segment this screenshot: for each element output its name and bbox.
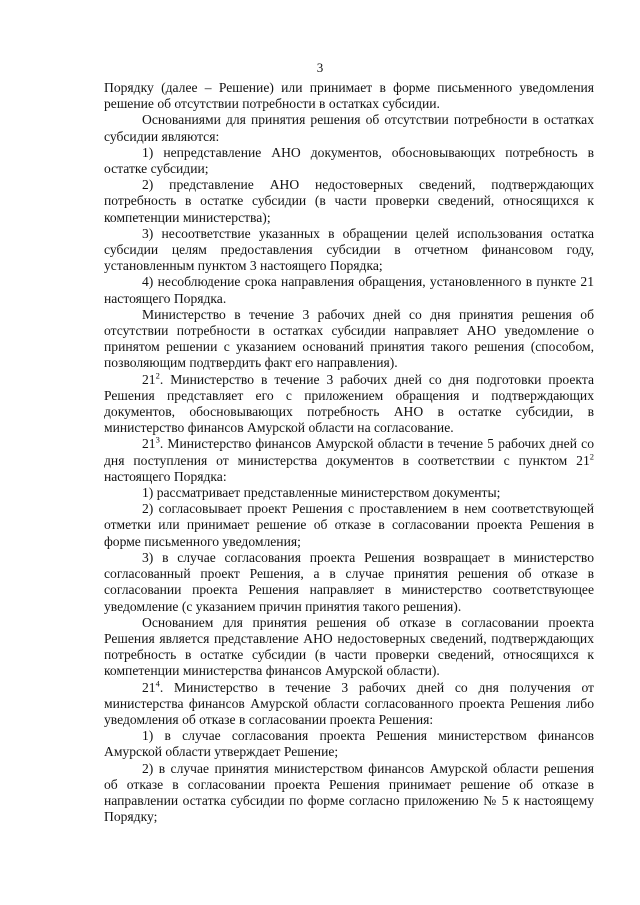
clause-superscript: 2 bbox=[155, 370, 160, 381]
list-item-3 bbox=[104, 226, 594, 275]
paragraph-text: 2) согласовывает проект Решения с проставлением в нем соответствующей отметки или принимает решение об отказе в согласовании проекта Решения в форме письменного уведомления; bbox=[104, 501, 594, 549]
list-item-1 bbox=[104, 145, 594, 177]
clause-superscript: 3 bbox=[155, 434, 160, 445]
paragraph-2 bbox=[104, 112, 594, 144]
list-item-2 bbox=[104, 761, 594, 826]
clause-number: 21 bbox=[142, 679, 156, 695]
paragraph-text: 4) несоблюдение срока направления обращения, установленного в пункте 21 настоящего Порядка. bbox=[104, 274, 594, 306]
clause-number: 21 bbox=[142, 436, 156, 452]
paragraph-refusal-basis bbox=[104, 615, 594, 680]
paragraph-text: Порядку (далее – Решение) или принимает в форме письменного уведомления решение об отсутствии потребности в остатках субсидии. bbox=[104, 80, 594, 112]
paragraph-notification bbox=[104, 307, 594, 372]
paragraph-text: 1) в случае согласования проекта Решения министерством финансов Амурской области утверждает Решение; bbox=[104, 728, 594, 760]
list-item-1 bbox=[104, 728, 594, 760]
paragraph-text: 1) непредставление АНО документов, обосновывающих потребность в остатке субсидии; bbox=[104, 144, 594, 177]
paragraph-text: . Министерство в течение 3 рабочих дней со дня подготовки проекта Решения представляет его с приложением обращения и подтверждающих документов, обосновывающих потребность АНО в остатке субсидии, в министерство финансов Амурской области на согласование. bbox=[104, 371, 594, 436]
page-number: 3 bbox=[316, 60, 324, 75]
reference-superscript: 2 bbox=[589, 451, 594, 462]
list-item-1 bbox=[104, 485, 594, 501]
paragraph-text: настоящего Порядка: bbox=[104, 468, 227, 484]
paragraph-1 bbox=[104, 80, 594, 112]
list-item-3 bbox=[104, 550, 594, 615]
paragraph-text: Основанием для принятия решения об отказе в согласовании проекта Решения является представление АНО недостоверных сведений, подтверждающих потребность в остатке субсидии (в части проверки сведений, относящихся к компетенции министерства финансов Амурской области). bbox=[104, 614, 594, 679]
paragraph-text: . Министерство финансов Амурской области в течение 5 рабочих дней со дня поступления от министерства документов в соответствии с пунктом 21 bbox=[104, 436, 594, 468]
paragraph-text: Основаниями для принятия решения об отсутствии потребности в остатках субсидии являются: bbox=[104, 112, 594, 144]
list-item-4 bbox=[104, 274, 594, 306]
list-item-2 bbox=[104, 501, 594, 550]
clause-number: 21 bbox=[142, 371, 156, 387]
paragraph-text: . Министерство в течение 3 рабочих дней со дня получения от министерства финансов Амурской области согласованного проекта Решения либо уведомления об отказе в согласовании проекта Решения: bbox=[104, 679, 594, 727]
list-item-2 bbox=[104, 177, 594, 226]
paragraph-text: 2) в случае принятия министерством финансов Амурской области решения об отказе в согласовании проекта Решения принимает решение об отказе в направлении остатка субсидии по форме согласно приложению № 5 к настоящему Порядку; bbox=[104, 760, 594, 825]
clause-21-3 bbox=[104, 436, 594, 485]
paragraph-text: 3) несоответствие указанных в обращении целей использования остатка субсидии целям предоставления субсидии в отчетном финансовом году, установленным пунктом 3 настоящего Порядка; bbox=[104, 225, 594, 274]
clause-21-4 bbox=[104, 677, 594, 729]
paragraph-text: 3) в случае согласования проекта Решения возвращает в министерство согласованный проект Решения, а в случае принятия решения об отказе в согласовании проекта Решения направляет в министерство соответствующее уведомление (с указанием причин принятия такого решения). bbox=[104, 549, 594, 614]
clause-21-2 bbox=[104, 372, 594, 437]
paragraph-text: 2) представление АНО недостоверных сведений, подтверждающих потребность в остатке субсидии (в части проверки сведений, относящихся к компетенции министерства); bbox=[104, 177, 594, 225]
document-body bbox=[104, 80, 594, 825]
paragraph-text: Министерство в течение 3 рабочих дней со дня принятия решения об отсутствии потребности в остатках субсидии направляет АНО уведомление о принятом решении с указанием оснований принятия такого решения (способом, позволяющим подтвердить факт его направления). bbox=[104, 306, 594, 371]
paragraph-text: 1) рассматривает представленные министерством документы; bbox=[142, 485, 501, 501]
clause-superscript: 4 bbox=[155, 677, 160, 688]
